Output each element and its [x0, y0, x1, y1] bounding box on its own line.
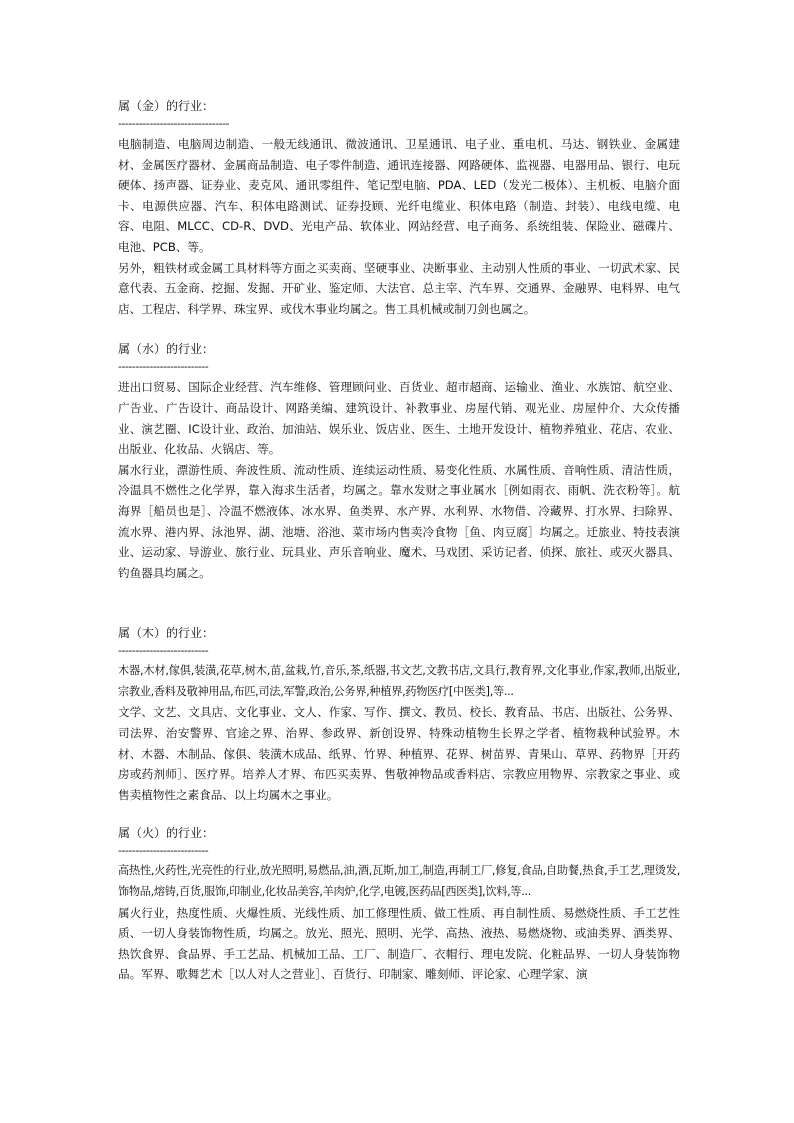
document-page — [118, 96, 680, 985]
section-divider: -------------------------- — [118, 844, 209, 858]
section-paragraph: 进出口贸易、国际企业经营、汽车维修、管理顾问业、百货业、超市超商、运输业、渔业、水族馆、航空业、广告业、广告设计、商品设计、网路美编、建筑设计、补教事业、房屋代销、观光业、房屋仲介、大众传播业、演艺圈、IC设计业、政治、加油站、娱乐业、饭店业、医生、土地开发设计、植物养殖业、花店、农业、出版业、化妆品、火锅店、等。 — [118, 380, 680, 457]
section-metal — [118, 96, 680, 319]
section-paragraph: 属水行业，漂游性质、奔波性质、流动性质、连续运动性质、易变化性质、水属性质、音响性质、清洁性质，冷温具不燃性之化学界，靠入海求生活者，均属之。靠水发财之事业属水［例如雨衣、雨帆、洗衣粉等］。航海界［船员也是］、冷温不燃液体、冰水界、鱼类界、水产界、水利界、水物借、冷藏界、打水界、扫除界、流水界、港内界、泳池界、湖、池塘、浴池、菜市场内售卖冷食物［鱼、肉豆腐］均属之。迁旅业、特技表演业、运动家、导游业、旅行业、玩具业、声乐音响业、魔术、马戏团、采访记者、侦探、旅社、或灭火器具、钓鱼器具均属之。 — [118, 462, 680, 580]
section-heading: 属（水）的行业： — [118, 342, 215, 357]
section-heading: 属（金）的行业： — [118, 99, 215, 113]
section-fire — [118, 823, 680, 985]
section-heading: 属（火）的行业： — [118, 826, 215, 841]
section-spacer — [118, 319, 680, 339]
section-paragraph: 文学、文艺、文具店、文化事业、文人、作家、写作、撰文、教员、校长、教育品、书店、出版社、公务界、司法界、治安警界、官途之界、治界、参政界、新创设界、特殊动植物生长界之学者、植物栽种试验界。木材、木器、木制品、傢俱、装潢木成品、纸界、竹界、种植界、花界、树苗界、青果山、草界、药物界［开药房或药剂师］、医疗界。培养人才界、布匹买卖界、售敬神物品或香料店、宗教应用物界、宗教家之事业、或售卖植物性之素食品、以上均属木之事业。 — [118, 705, 680, 802]
section-paragraph: 电脑制造、电脑周边制造、一般无线通讯、微波通讯、卫星通讯、电子业、重电机、马达、钢铁业、金属建材、金属医疗器材、金属商品制造、电子零件制造、通讯连接器、网路硬体、监视器、电器用品、银行、电玩硬体、扬声器、证券业、麦克风、通讯零组件、笔记型电脑、PDA、LED（发光二极体）、主机板、电脑介面卡、电源供应器、汽车、积体电路测试、证券投顾、光纤电缆业、积体电路（制造、封装）、电线电缆、电容、电阻、MLCC、CD-R、DVD、光电产品、软体业、网站经营、电子商务、系统组装、保险业、磁碟片、电池、PCB、等。 — [118, 137, 680, 254]
section-paragraph: 高热性,火药性,光亮性的行业,放光照明,易燃品,油,酒,瓦斯,加工,制造,再制工厂,修复,食品,自助餐,热食,手工艺,理烫发,饰物品,熔铸,百货,服饰,印制业,化妆品美容,羊肉炉,化学,电镀,医药品[西医类],饮料,等... — [118, 864, 680, 899]
section-divider: -------------------------------- — [118, 117, 230, 130]
section-paragraph: 木器,木材,傢俱,装潢,花草,树木,苗,盆栽,竹,音乐,茶,纸器,书文艺,文教书店,文具行,教育界,文化事业,作家,教师,出版业,宗教业,香料及敬神用品,布匹,司法,军警,政治,公务界,种植界,药物医疗[中医类],等... — [118, 664, 680, 698]
section-wood — [118, 623, 680, 805]
section-divider: -------------------------- — [118, 644, 209, 658]
section-divider: -------------------------- — [118, 360, 209, 374]
section-paragraph: 属火行业，热度性质、火爆性质、光线性质、加工修理性质、做工性质、再自制性质、易燃烧性质、手工艺性质、一切人身装饰物性质，均属之。放光、照光、照明、光学、高热、液热、易燃烧物、或油类界、酒类界、热饮食界、食品界、手工艺品、机械加工品、工厂、制造厂、衣帽行、理电发院、化粧品界、一切人身装饰物品。军界、歌舞艺术［以人对人之营业］、百货行、印制家、雕刻师、评论家、心理学家、演 — [118, 905, 680, 982]
section-water — [118, 339, 680, 583]
section-spacer — [118, 583, 680, 623]
section-spacer — [118, 805, 680, 823]
section-paragraph: 另外，粗铁材或金属工具材料等方面之买卖商、坚硬事业、决断事业、主动别人性质的事业、一切武术家、民意代表、五金商、挖掘、发掘、开矿业、鉴定师、大法官、总主宰、汽车界、交通界、金融界、电料界、电气店、工程店、科学界、珠宝界、或伐木事业均属之。售工具机械或制刀剑也属之。 — [118, 260, 680, 316]
section-heading: 属（木）的行业： — [118, 626, 215, 641]
